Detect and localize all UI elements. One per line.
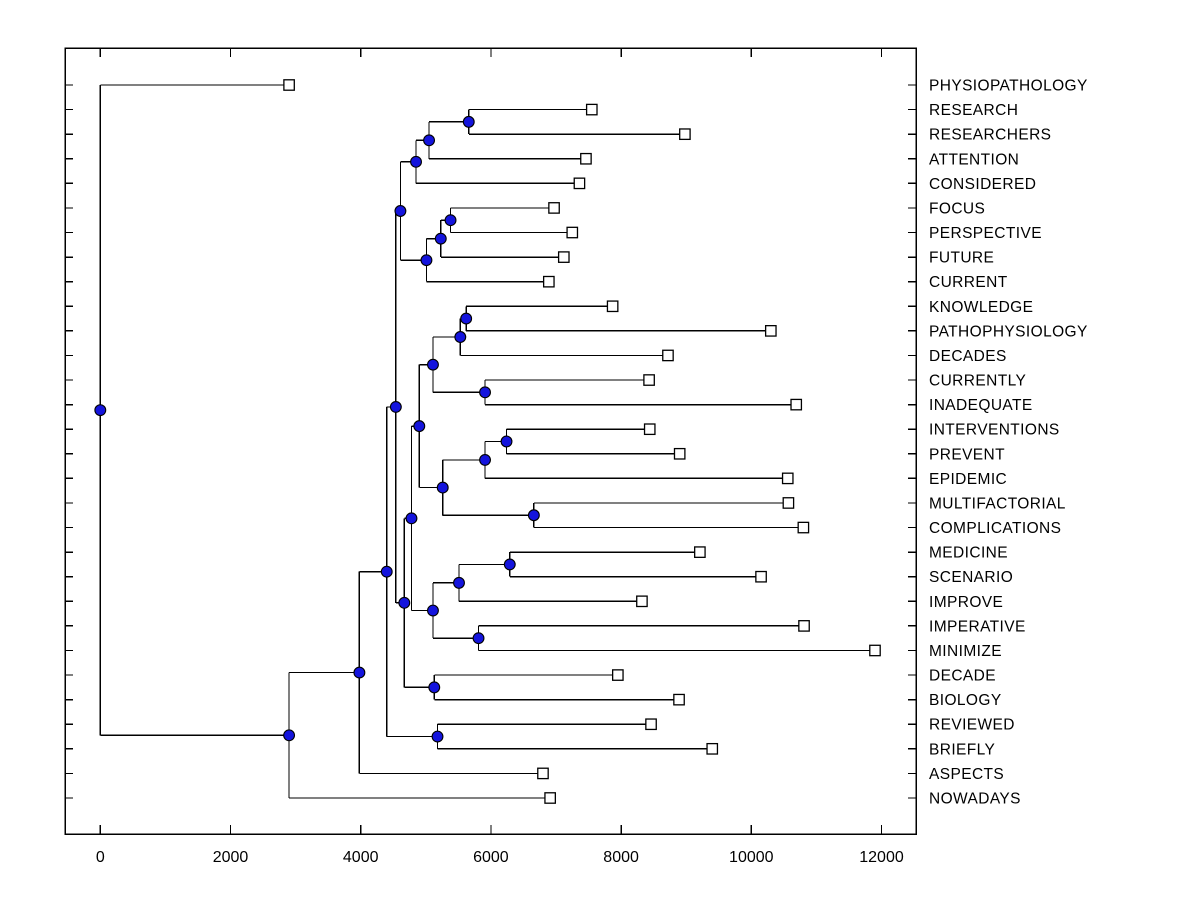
leaf-marker bbox=[607, 301, 617, 311]
leaf-label: CURRENTLY bbox=[929, 372, 1027, 390]
leaf-marker bbox=[695, 547, 705, 557]
leaf-label: RESEARCHERS bbox=[929, 126, 1052, 144]
leaf-label: REVIEWED bbox=[929, 716, 1015, 734]
leaf-label: DECADES bbox=[929, 347, 1007, 365]
internal-node-marker bbox=[463, 116, 474, 127]
internal-node-marker bbox=[428, 605, 439, 616]
leaf-label: EPIDEMIC bbox=[929, 470, 1008, 488]
x-tick-label: 4000 bbox=[342, 849, 379, 866]
leaf-label: PATHOPHYSIOLOGY bbox=[929, 323, 1088, 341]
x-tick-label: 0 bbox=[95, 849, 105, 866]
leaf-marker bbox=[581, 154, 591, 164]
internal-node-marker bbox=[480, 387, 491, 398]
leaf-marker bbox=[707, 744, 717, 754]
internal-node-marker bbox=[473, 633, 484, 644]
internal-node-marker bbox=[428, 359, 439, 370]
internal-node-marker bbox=[406, 513, 417, 524]
leaf-label: ASPECTS bbox=[929, 765, 1005, 783]
leaf-marker bbox=[870, 645, 880, 655]
leaf-label: FUTURE bbox=[929, 249, 995, 267]
internal-node-marker bbox=[528, 510, 539, 521]
leaf-marker bbox=[799, 621, 809, 631]
x-tick-label: 6000 bbox=[473, 849, 509, 866]
internal-node-marker bbox=[501, 436, 512, 447]
leaf-label: MEDICINE bbox=[929, 544, 1008, 562]
internal-node-marker bbox=[454, 577, 465, 588]
leaf-label: PHYSIOPATHOLOGY bbox=[929, 77, 1088, 95]
leaf-marker bbox=[549, 203, 559, 213]
leaf-label: MINIMIZE bbox=[929, 642, 1002, 660]
leaf-label: INTERVENTIONS bbox=[929, 421, 1060, 439]
x-tick-labels bbox=[96, 849, 904, 866]
leaf-marker bbox=[756, 572, 766, 582]
leaf-label: ATTENTION bbox=[929, 151, 1020, 169]
leaf-label: CURRENT bbox=[929, 274, 1008, 292]
leaf-marker bbox=[663, 350, 673, 360]
internal-node-marker bbox=[411, 156, 422, 167]
leaf-label: RESEARCH bbox=[929, 102, 1019, 120]
leaf-marker bbox=[791, 399, 801, 409]
leaf-label: PERSPECTIVE bbox=[929, 225, 1042, 243]
internal-node-marker bbox=[354, 667, 365, 678]
leaf-marker bbox=[538, 768, 548, 778]
leaf-marker bbox=[674, 449, 684, 459]
leaf-label: NOWADAYS bbox=[929, 790, 1021, 808]
leaf-label: MULTIFACTORIAL bbox=[929, 495, 1066, 513]
internal-node-marker bbox=[284, 730, 295, 741]
internal-node-marker bbox=[455, 332, 466, 343]
internal-node-marker bbox=[381, 566, 392, 577]
leaf-label: KNOWLEDGE bbox=[929, 298, 1034, 316]
leaf-marker bbox=[284, 80, 294, 90]
leaf-label: BIOLOGY bbox=[929, 692, 1002, 710]
leaf-label: IMPROVE bbox=[929, 593, 1004, 611]
leaf-marker bbox=[567, 227, 577, 237]
leaf-label: INADEQUATE bbox=[929, 397, 1033, 415]
leaf-marker bbox=[587, 104, 597, 114]
internal-node-marker bbox=[480, 455, 491, 466]
leaf-marker bbox=[680, 129, 690, 139]
leaf-marker bbox=[645, 424, 655, 434]
leaf-label: DECADE bbox=[929, 667, 996, 685]
x-tick-label: 12000 bbox=[859, 849, 904, 866]
leaf-marker bbox=[544, 276, 554, 286]
leaf-label: PREVENT bbox=[929, 446, 1006, 464]
tree-branches bbox=[100, 85, 875, 798]
leaf-marker bbox=[613, 670, 623, 680]
internal-node-marker bbox=[390, 402, 401, 413]
leaf-label: BRIEFLY bbox=[929, 741, 996, 759]
leaf-marker bbox=[559, 252, 569, 262]
leaf-label: SCENARIO bbox=[929, 569, 1014, 587]
leaf-marker bbox=[637, 596, 647, 606]
internal-node-marker bbox=[421, 255, 432, 266]
internal-node-marker bbox=[435, 233, 446, 244]
internal-node-marker bbox=[399, 597, 410, 608]
leaf-marker bbox=[644, 375, 654, 385]
x-tick-label: 8000 bbox=[603, 849, 639, 866]
internal-node-marker bbox=[95, 405, 106, 416]
internal-node-marker bbox=[395, 206, 406, 217]
internal-node-marker bbox=[414, 421, 425, 432]
internal-node-marker bbox=[429, 682, 440, 693]
x-tick-label: 10000 bbox=[729, 849, 774, 866]
leaf-marker bbox=[783, 473, 793, 483]
leaf-marker bbox=[545, 793, 555, 803]
leaf-marker bbox=[674, 694, 684, 704]
internal-node-marker bbox=[432, 731, 443, 742]
internal-node-marker bbox=[424, 135, 435, 146]
leaf-marker bbox=[646, 719, 656, 729]
leaf-marker bbox=[783, 498, 793, 508]
leaf-marker bbox=[766, 326, 776, 336]
internal-node-marker bbox=[445, 215, 456, 226]
leaf-labels bbox=[929, 78, 1088, 808]
leaf-marker bbox=[574, 178, 584, 188]
leaf-label: COMPLICATIONS bbox=[929, 520, 1062, 538]
internal-node-marker bbox=[504, 559, 515, 570]
leaf-marker bbox=[798, 522, 808, 532]
leaf-label: IMPERATIVE bbox=[929, 618, 1026, 636]
internal-node-marker bbox=[437, 482, 448, 493]
internal-node-marker bbox=[461, 313, 472, 324]
leaf-label: CONSIDERED bbox=[929, 175, 1037, 193]
x-tick-label: 2000 bbox=[212, 849, 249, 866]
leaf-label: FOCUS bbox=[929, 200, 986, 218]
